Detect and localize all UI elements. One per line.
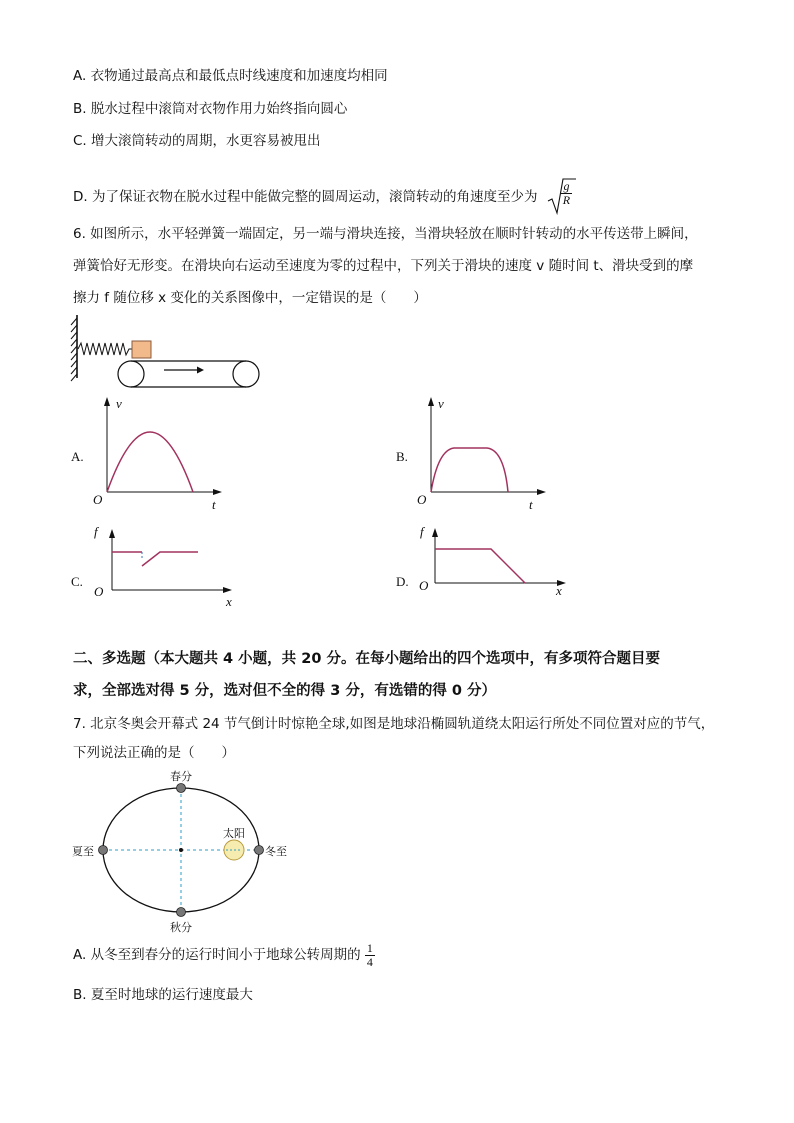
graph-b-v-t	[414, 396, 554, 516]
spring-icon	[78, 343, 132, 355]
label-sun: 太阳	[223, 827, 245, 840]
graph-a-v-t	[90, 396, 230, 516]
q7-option-a-text: A. 从冬至到春分的运行时间小于地球公转周期的	[73, 947, 361, 964]
graph-a-origin: O	[93, 492, 103, 507]
earth-spring-icon	[177, 784, 186, 793]
q6-line-3: 擦力 f 随位移 x 变化的关系图像中，一定错误的是（ ）	[73, 290, 427, 306]
graph-a-t-axis-label: t	[212, 497, 216, 512]
q6-line-2: 弹簧恰好无形变。在滑块向右运动至速度为零的过程中，下列关于滑块的速度 v 随时间 t、滑块受到的摩	[73, 258, 694, 274]
graph-d-x-axis-label: x	[556, 583, 562, 598]
q7-option-b: B. 夏至时地球的运行速度最大	[73, 987, 253, 1003]
q5-option-b: B. 脱水过程中滚筒对衣物作用力始终指向圆心	[73, 101, 348, 117]
label-autumn-equinox: 秋分	[170, 921, 192, 934]
graph-a-label: A.	[71, 449, 84, 464]
graph-b-v-axis-label: v	[438, 396, 444, 411]
slider-block	[132, 341, 151, 358]
label-summer-solstice: 夏至	[72, 845, 94, 858]
q7-option-a-fraction	[365, 942, 375, 968]
graph-b-origin: O	[417, 492, 427, 507]
q5-option-d-text: D. 为了保证衣物在脱水过程中能做完整的圆周运动，滚筒转动的角速度至少为	[73, 189, 538, 205]
label-winter-solstice: 冬至	[265, 845, 287, 858]
fraction-numerator: g	[561, 180, 572, 194]
sqrt-expression	[546, 177, 576, 217]
graph-c-f-x	[100, 528, 240, 618]
q7-option-a	[73, 942, 375, 968]
graph-c-x-axis-label: x	[226, 594, 232, 609]
q5-option-c: C. 增大滚筒转动的周期，水更容易被甩出	[73, 133, 321, 149]
fraction-denominator: R	[562, 192, 571, 207]
graph-d-label: D.	[396, 574, 409, 589]
graph-d-origin: O	[419, 578, 429, 593]
fraction-denominator: 4	[366, 954, 373, 969]
graph-d-f-axis-label: f	[420, 524, 424, 539]
earth-winter-icon	[255, 846, 264, 855]
graph-a-v-axis-label: v	[116, 396, 122, 411]
earth-summer-icon	[99, 846, 108, 855]
spring-conveyor-diagram	[70, 312, 270, 392]
q7-line-1: 7. 北京冬奥会开幕式 24 节气倒计时惊艳全球,如图是地球沿椭圆轨道绕太阳运行所处不同位置对应的节气，	[73, 716, 715, 732]
q7-line-2: 下列说法正确的是（ ）	[73, 745, 235, 761]
earth-autumn-icon	[177, 908, 186, 917]
q5-option-d	[73, 177, 576, 217]
graph-c-origin: O	[94, 584, 104, 599]
graph-b-label: B.	[396, 449, 408, 464]
graph-c-label: C.	[71, 574, 83, 589]
graph-d-f-x	[426, 527, 576, 617]
graph-b-t-axis-label: t	[529, 497, 533, 512]
q6-line-1: 6. 如图所示，水平轻弹簧一端固定，另一端与滑块连接，当滑块轻放在顺时针转动的水平传送带上瞬间，	[73, 226, 698, 242]
sqrt-fraction	[561, 180, 572, 206]
section-2-heading-line-2: 求，全部选对得 5 分，选对但不全的得 3 分，有选错的得 0 分）	[73, 683, 497, 699]
q5-option-a: A. 衣物通过最高点和最低点时线速度和加速度均相同	[73, 68, 388, 84]
graph-c-f-axis-label: f	[94, 524, 98, 539]
fraction-numerator: 1	[366, 941, 373, 955]
section-2-heading-line-1: 二、多选题（本大题共 4 小题，共 20 分。在每小题给出的四个选项中，有多项符合题目要	[73, 651, 660, 667]
arrow-right-icon	[197, 367, 204, 374]
label-spring-equinox: 春分	[170, 770, 192, 783]
